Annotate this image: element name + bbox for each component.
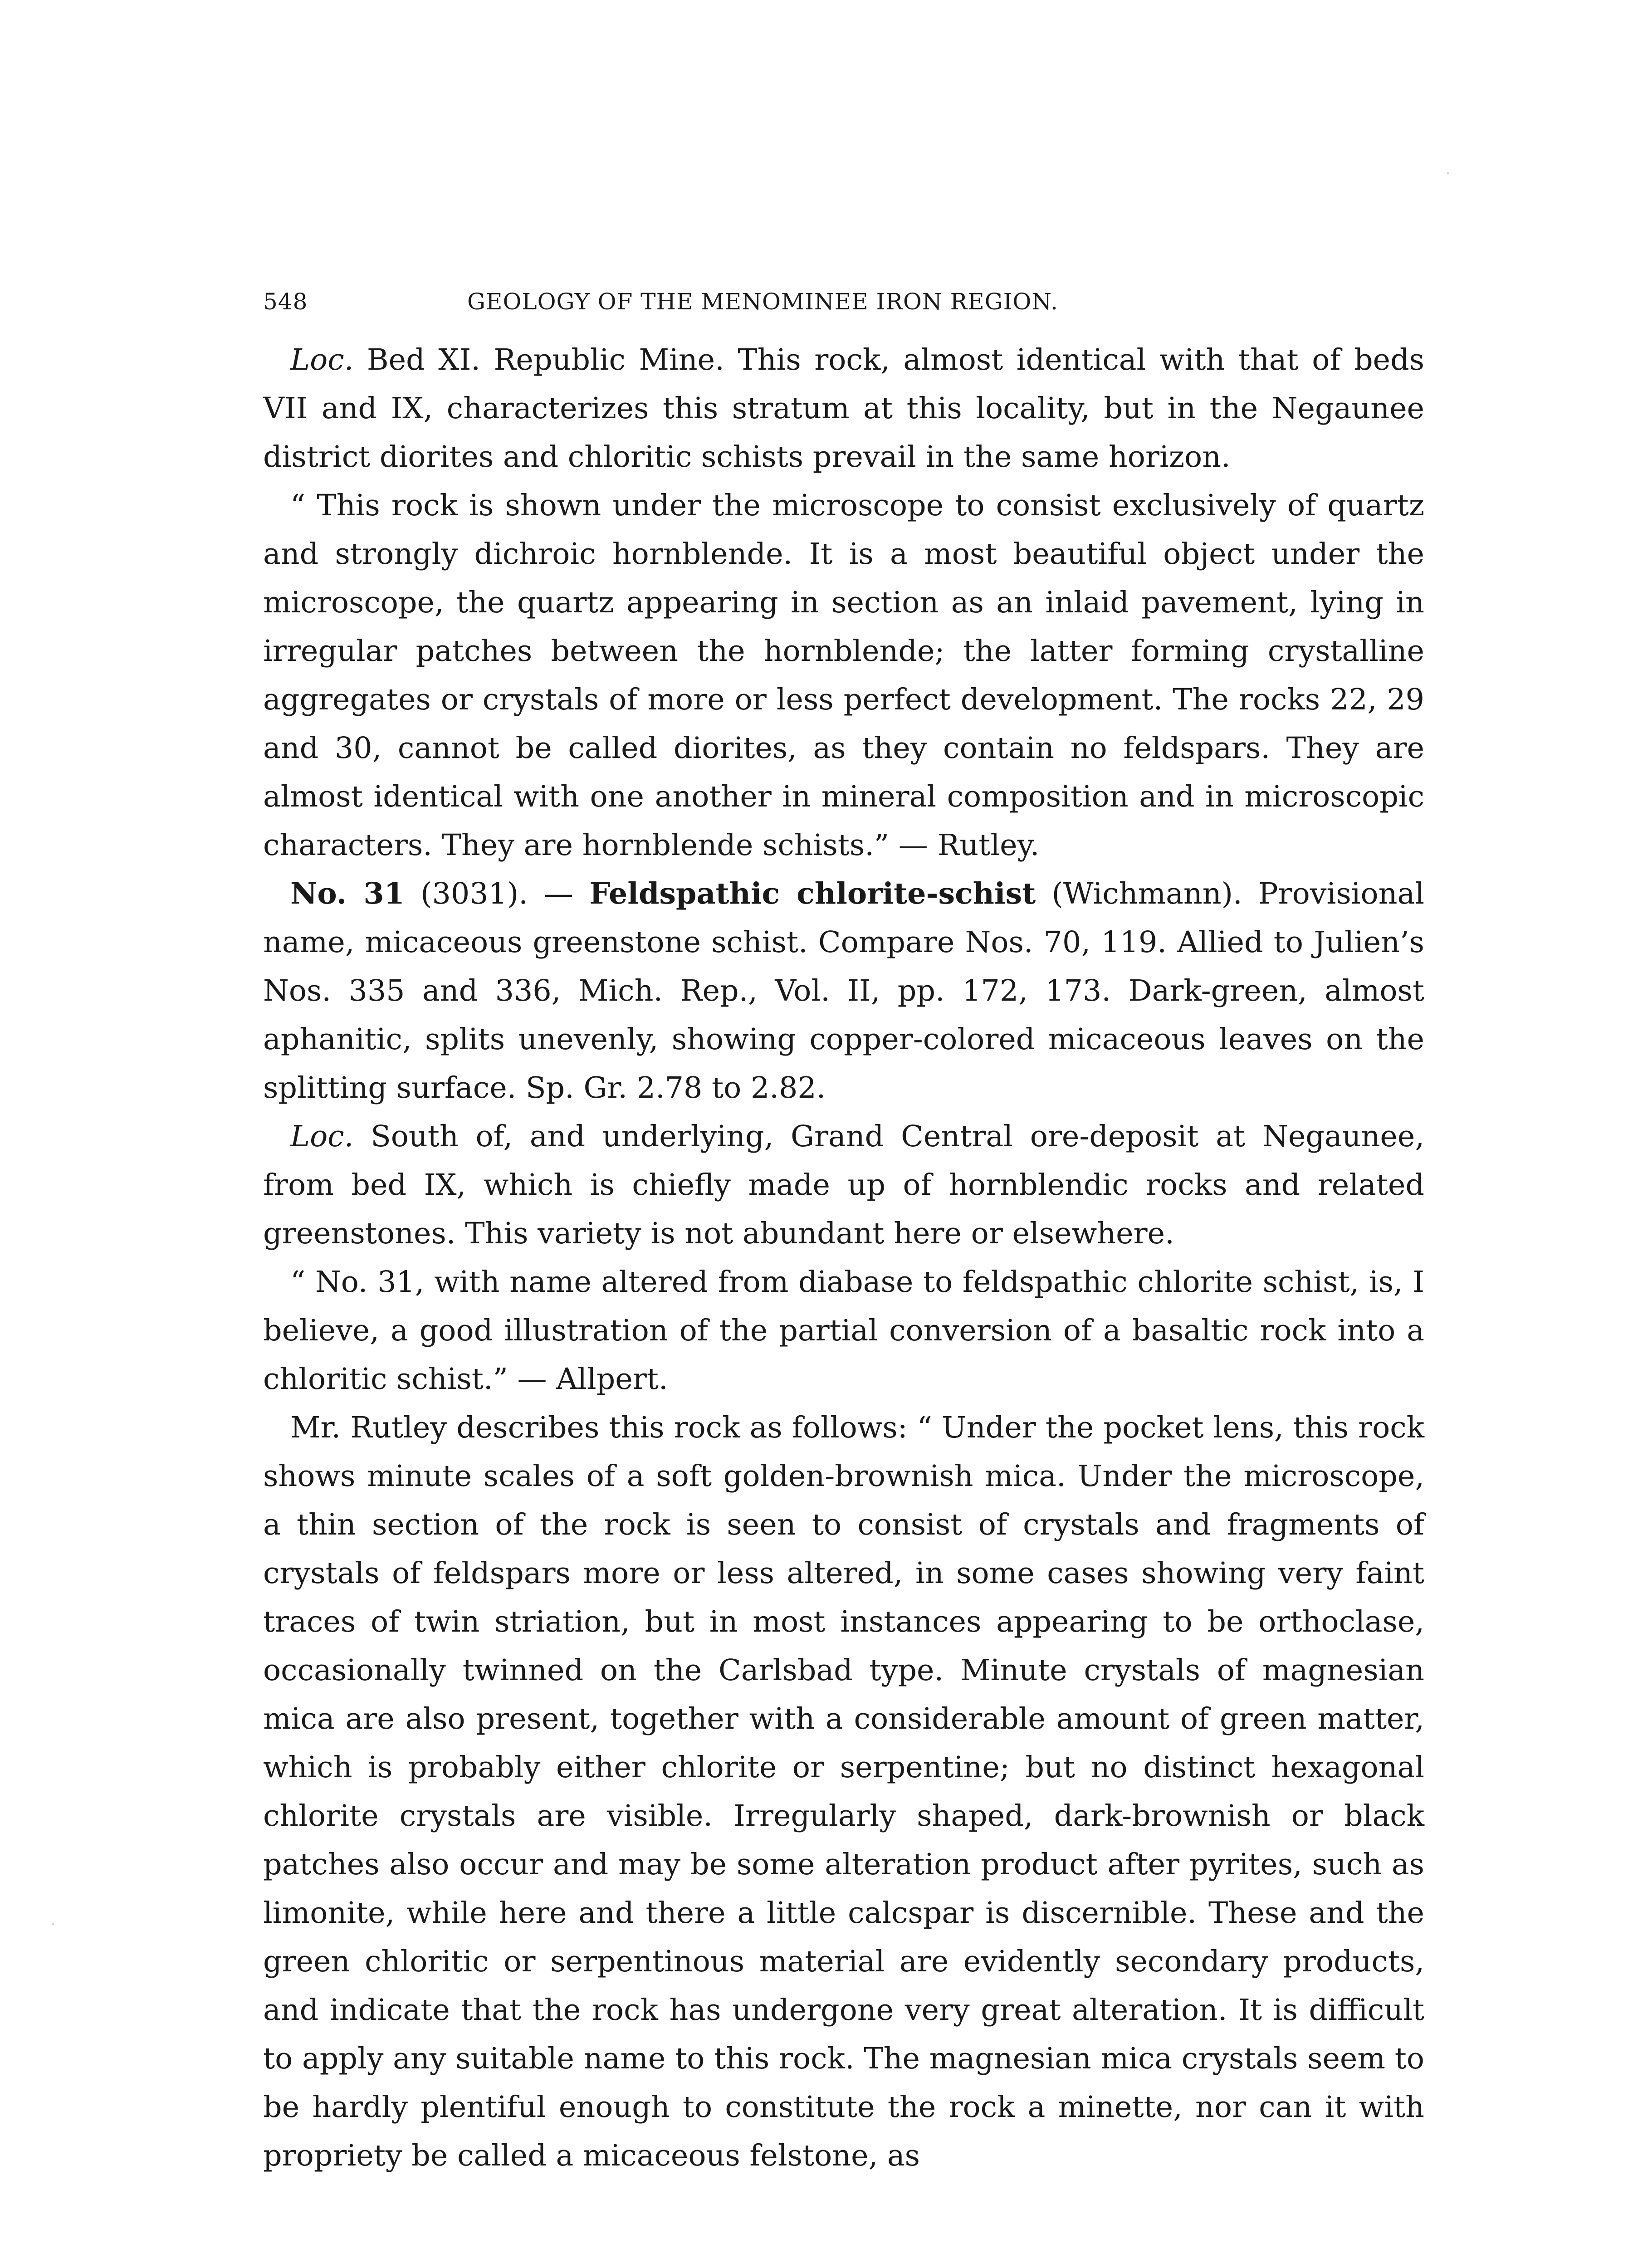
specimen-title: Feldspathic chlorite-schist <box>589 876 1036 911</box>
paragraph-locality-bed-xi <box>263 336 1424 481</box>
running-head <box>263 286 1424 318</box>
paragraph-text: “ This rock is shown under the microscope to consist exclusively of quartz and strongly dichroic hornblende. It is a most beautiful object under the microscope, the quartz appearing in section as an inlaid pavement, lying in irregular patches between the hornblende; the latter forming crystalline aggregates or crystals of more or less perfect development. The rocks 22, 29 and 30, cannot be called diorites, as they contain no feldspars. They are almost identical with one another in mineral composition and in microscopic characters. They are hornblende schists.” — Rutley. <box>263 489 1424 862</box>
paragraph-locality-negaunee <box>263 1112 1424 1258</box>
paragraph-rutley-description <box>263 1403 1424 2180</box>
locality-label: Loc. <box>290 1119 354 1154</box>
locality-label: Loc. <box>290 343 354 377</box>
paper-speck <box>1447 172 1449 174</box>
paragraph-rutley-quote <box>263 481 1424 870</box>
paragraph-specimen-31 <box>263 870 1424 1112</box>
specimen-catalog: (3031). — <box>404 877 590 911</box>
paper-speck <box>52 1923 54 1925</box>
running-title: GEOLOGY OF THE MENOMINEE IRON REGION. <box>467 288 1058 315</box>
paragraph-text: South of, and underlying, Grand Central ore-deposit at Negaunee, from bed IX, which is chiefly made up of hornblendic rocks and related greenstones. This variety is not abundant here or elsewhere. <box>263 1119 1424 1251</box>
paragraph-text: Bed XI. Republic Mine. This rock, almost identical with that of beds VII and IX, characterizes this stratum at this locality, but in the Negaunee district diorites and chloritic schists prevail in the same horizon. <box>263 343 1424 474</box>
paragraph-text: (Wichmann). Provisional name, micaceous greenstone schist. Compare Nos. 70, 119. Allied to Julien’s Nos. 335 and 336, Mich. Rep., Vol. II, pp. 172, 173. Dark-green, almost aphanitic, splits unevenly, showing copper-colored micaceous leaves on the splitting surface. Sp. Gr. 2.78 to 2.82. <box>263 877 1424 1105</box>
paragraph-text: Mr. Rutley describes this rock as follows: “ Under the pocket lens, this rock shows minute scales of a soft golden-brownish mica. Under the microscope, a thin section of the rock is seen to consist of crystals and fragments of crystals of feldspars more or less altered, in some cases showing very faint traces of twin striation, but in most instances appearing to be orthoclase, occasionally twinned on the Carlsbad type. Minute crystals of magnesian mica are also present, together with a considerable amount of green matter, which is probably either chlorite or serpentine; but no distinct hexagonal chlorite crystals are visible. Irregularly shaped, dark-brownish or black patches also occur and may be some alteration product after pyrites, such as limonite, while here and there a little calcspar is discernible. These and the green chloritic or serpentinous material are evidently secondary products, and indicate that the rock has undergone very great alteration. It is difficult to apply any suitable name to this rock. The magnesian mica crystals seem to be hardly plentiful enough to constitute the rock a minette, nor can it with propriety be called a micaceous felstone, as <box>263 1411 1424 2173</box>
paragraph-allpert-quote <box>263 1258 1424 1403</box>
specimen-number: No. 31 <box>290 876 405 911</box>
paragraph-text: “ No. 31, with name altered from diabase to feldspathic chlorite schist, is, I believe, a good illustration of the partial conversion of a basaltic rock into a chloritic schist.” — Allpert. <box>263 1265 1424 1396</box>
book-page <box>263 286 1424 2180</box>
page-number: 548 <box>263 288 308 315</box>
